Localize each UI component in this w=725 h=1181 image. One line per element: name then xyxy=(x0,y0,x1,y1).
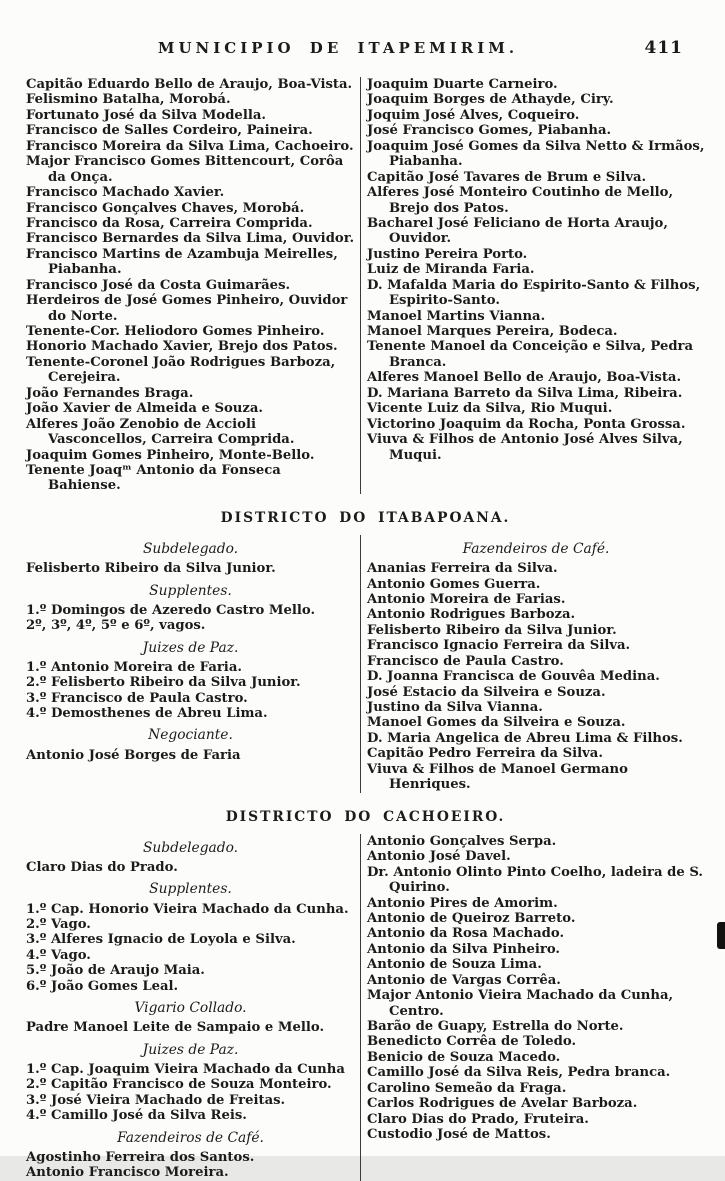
directory-entry: 1.º Cap. Joaquim Vieira Machado da Cunha xyxy=(26,1061,345,1077)
directory-entry: 3.º José Vieira Machado de Freitas. xyxy=(26,1092,286,1108)
directory-entry: Viuva & Filhos de Manoel Germano Henriques. xyxy=(367,761,628,793)
directory-entry: Antonio Gonçalves Serpa. xyxy=(367,833,557,849)
directory-entry: Carolino Semeão da Fraga. xyxy=(367,1080,567,1096)
directory-entry: Capitão José Tavares de Brum e Silva. xyxy=(367,169,647,185)
directory-entry: Herdeiros de José Gomes Pinheiro, Ouvidor do Norte. xyxy=(26,293,348,324)
directory-entry: Tenente-Cor. Heliodoro Gomes Pinheiro. xyxy=(26,324,325,339)
page-title: MUNICIPIO DE ITAPEMIRIM. xyxy=(157,39,519,57)
directory-left-column xyxy=(26,77,360,494)
directory-entry: Francisco de Salles Cordeiro, Paineira. xyxy=(26,123,313,139)
directory-entry: Custodio José de Mattos. xyxy=(367,1127,551,1143)
itabapoana-section xyxy=(26,535,705,793)
section-subheading: Subdelegado. xyxy=(142,540,239,557)
directory-entry: Tenente Joaqᵐ Antonio da Fonseca Bahiense. xyxy=(26,462,281,494)
directory-entry: Francisco Ignacio Ferreira da Silva. xyxy=(367,638,631,654)
directory-entry: D. Mariana Barreto da Silva Lima, Ribeira. xyxy=(367,385,683,401)
directory-entry: Major Francisco Gomes Bittencourt, Corôa da Onça. xyxy=(26,154,344,185)
directory-entry: Capitão Eduardo Bello de Araujo, Boa-Vista. xyxy=(26,77,353,92)
directory-entry: Antonio da Rosa Machado. xyxy=(367,926,565,942)
directory-entry: Barão de Guapy, Estrella do Norte. xyxy=(367,1019,624,1035)
scan-artifact xyxy=(717,922,725,949)
section-subheading: Juizes de Paz. xyxy=(142,639,239,656)
cachoeiro-left-column xyxy=(26,834,360,1181)
directory-entry: 5.º João de Araujo Maia. xyxy=(26,963,205,979)
directory-entry: Francisco Bernardes da Silva Lima, Ouvidor. xyxy=(26,231,355,247)
section-subheading: Juizes de Paz. xyxy=(142,1041,239,1058)
directory-entry: Padre Manoel Leite de Sampaio e Mello. xyxy=(26,1020,325,1036)
section-subheading: Supplentes. xyxy=(149,881,232,898)
directory-entry: Antonio da Silva Pinheiro. xyxy=(367,941,560,957)
itabapoana-left-column xyxy=(26,535,360,793)
directory-entry: Felismino Batalha, Morobá. xyxy=(26,92,231,108)
directory-entry: Francisco Moreira da Silva Lima, Cachoeiro. xyxy=(26,138,354,154)
directory-entry: Alferes José Monteiro Coutinho de Mello, Brejo dos Patos. xyxy=(367,185,674,216)
directory-entry: Francisco Gonçalves Chaves, Morobá. xyxy=(26,200,305,216)
page-header xyxy=(26,40,705,64)
directory-entry: Vicente Luiz da Silva, Rio Muqui. xyxy=(367,401,613,417)
directory-entry: Tenente-Coronel João Rodrigues Barboza, Cerejeira. xyxy=(26,354,336,386)
directory-entry: Capitão Pedro Ferreira da Silva. xyxy=(367,746,603,762)
directory-entry: Justino da Silva Vianna. xyxy=(367,700,543,716)
directory-entry: 2.º Vago. xyxy=(26,916,91,932)
directory-entry: 4.º Vago. xyxy=(26,947,91,963)
directory-entry: 6.º João Gomes Leal. xyxy=(26,978,179,994)
directory-entry: Manoel Martins Vianna. xyxy=(367,308,546,324)
directory-entry: Honorio Machado Xavier, Brejo dos Patos. xyxy=(26,339,338,355)
directory-entry: D. Mafalda Maria do Espirito-Santo & Filhos, Espirito-Santo. xyxy=(367,277,701,309)
directory-entry: Justino Pereira Porto. xyxy=(367,246,528,262)
directory-entry: Antonio Moreira de Farias. xyxy=(367,591,566,607)
directory-entry: Luiz de Miranda Faria. xyxy=(367,262,535,278)
directory-entry: Antonio de Queiroz Barreto. xyxy=(367,910,576,926)
directory-entry: Antonio de Souza Lima. xyxy=(367,957,542,973)
directory-entry: Manoel Marques Pereira, Bodeca. xyxy=(367,324,618,339)
section-heading-itabapoana: DISTRICTO DO ITABAPOANA. xyxy=(220,509,511,526)
directory-entry: 4.º Camillo José da Silva Reis. xyxy=(26,1108,247,1124)
directory-entry: 3.º Francisco de Paula Castro. xyxy=(26,690,248,706)
directory-entry: Major Antonio Vieira Machado da Cunha, Centro. xyxy=(367,988,674,1019)
directory-entry: D. Maria Angelica de Abreu Lima & Filhos. xyxy=(367,730,683,746)
directory-entry: Bacharel José Feliciano de Horta Araujo, Ouvidor. xyxy=(367,215,668,247)
directory-entry: Antonio Rodrigues Barboza. xyxy=(367,607,576,623)
directory-entry: José Francisco Gomes, Piabanha. xyxy=(367,123,612,139)
directory-entry: Antonio Pires de Amorim. xyxy=(367,895,558,911)
directory-entry: Victorino Joaquim da Rocha, Ponta Grossa. xyxy=(367,416,686,432)
section-subheading: Supplentes. xyxy=(149,582,232,599)
directory-right-column xyxy=(360,77,705,494)
directory-entry: 4.º Demosthenes de Abreu Lima. xyxy=(26,706,268,721)
directory-entry: Camillo José da Silva Reis, Pedra branca. xyxy=(367,1065,671,1081)
page-number: 411 xyxy=(644,38,683,58)
directory-entry: Antonio de Vargas Corrêa. xyxy=(367,972,561,988)
directory-entry: Claro Dias do Prado. xyxy=(26,859,178,875)
directory-entry: Francisco Martins de Azambuja Meirelles, Piabanha. xyxy=(26,246,338,278)
directory-entry: Antonio José Davel. xyxy=(367,849,511,865)
directory-entry: Claro Dias do Prado, Fruteira. xyxy=(367,1111,589,1127)
directory-entry: Francisco Machado Xavier. xyxy=(26,185,225,201)
directory-entry: Joaquim Duarte Carneiro. xyxy=(367,77,558,92)
directory-entry: José Estacio da Silveira e Souza. xyxy=(367,684,606,700)
directory-entry: Joaquim Borges de Athayde, Ciry. xyxy=(367,92,614,108)
directory-entry: 2.º Capitão Francisco de Souza Monteiro. xyxy=(26,1077,332,1093)
directory-entry: 3.º Alferes Ignacio de Loyola e Silva. xyxy=(26,932,296,948)
directory-entry: Alferes Manoel Bello de Araujo, Boa-Vista. xyxy=(367,370,682,386)
section-subheading: Negociante. xyxy=(148,727,233,744)
section-subheading: Subdelegado. xyxy=(142,839,239,856)
directory-entry: Viuva & Filhos de Antonio José Alves Silva, Muqui. xyxy=(367,432,683,463)
directory-entry: Alferes João Zenobio de Accioli Vasconcellos, Carreira Comprida. xyxy=(26,416,295,448)
directory-entry: 1.º Cap. Honorio Vieira Machado da Cunha. xyxy=(26,901,349,917)
directory-entry: Tenente Manoel da Conceição e Silva, Pedra Branca. xyxy=(367,339,694,370)
directory-entry: 1.º Domingos de Azeredo Castro Mello. xyxy=(26,602,316,618)
itabapoana-right-column xyxy=(360,535,705,793)
section-heading-cachoeiro: DISTRICTO DO CACHOEIRO. xyxy=(225,808,506,825)
directory-entry: Antonio Francisco Moreira. xyxy=(26,1165,229,1181)
directory-entry: Joaquim José Gomes da Silva Netto & Irmãos, Piabanha. xyxy=(367,138,705,170)
directory-entry: Ananias Ferreira da Silva. xyxy=(367,561,558,577)
directory-entry: Felisberto Ribeiro da Silva Junior. xyxy=(26,561,276,577)
directory-entry: Fortunato José da Silva Modella. xyxy=(26,107,266,123)
directory-entry: Antonio José Borges de Faria xyxy=(26,747,241,763)
directory-entry: João Fernandes Braga. xyxy=(26,385,194,401)
municipio-directory-list xyxy=(26,77,705,494)
directory-entry: Benedicto Corrêa de Toledo. xyxy=(367,1034,577,1050)
section-subheading: Vigario Collado. xyxy=(134,1000,247,1017)
cachoeiro-right-column xyxy=(360,834,705,1181)
directory-entry: Felisberto Ribeiro da Silva Junior. xyxy=(367,622,617,638)
directory-entry: Agostinho Ferreira dos Santos. xyxy=(26,1149,255,1165)
directory-entry: Joaquim Gomes Pinheiro, Monte-Bello. xyxy=(26,447,315,463)
directory-entry: 2.º Felisberto Ribeiro da Silva Junior. xyxy=(26,675,301,691)
directory-entry: Francisco da Rosa, Carreira Comprida. xyxy=(26,215,313,231)
cachoeiro-section xyxy=(26,834,705,1181)
section-subheading: Fazendeiros de Café. xyxy=(462,540,610,557)
directory-entry: Francisco José da Costa Guimarães. xyxy=(26,277,291,293)
directory-entry: 2º, 3º, 4º, 5º e 6º, vagos. xyxy=(26,618,206,634)
directory-entry: Dr. Antonio Olinto Pinto Coelho, ladeira de S. Quirino. xyxy=(367,864,703,896)
directory-entry: Francisco de Paula Castro. xyxy=(367,653,564,669)
directory-entry: 1.º Antonio Moreira de Faria. xyxy=(26,659,242,675)
directory-entry: Benicio de Souza Macedo. xyxy=(367,1049,561,1065)
directory-entry: Joquim José Alves, Coqueiro. xyxy=(367,107,580,123)
directory-entry: Carlos Rodrigues de Avelar Barboza. xyxy=(367,1096,638,1112)
directory-entry: D. Joanna Francisca de Gouvêa Medina. xyxy=(367,669,660,685)
directory-entry: Manoel Gomes da Silveira e Souza. xyxy=(367,715,626,731)
directory-entry: Antonio Gomes Guerra. xyxy=(367,576,541,592)
directory-entry: João Xavier de Almeida e Souza. xyxy=(26,401,264,417)
section-subheading: Fazendeiros de Café. xyxy=(117,1129,264,1146)
